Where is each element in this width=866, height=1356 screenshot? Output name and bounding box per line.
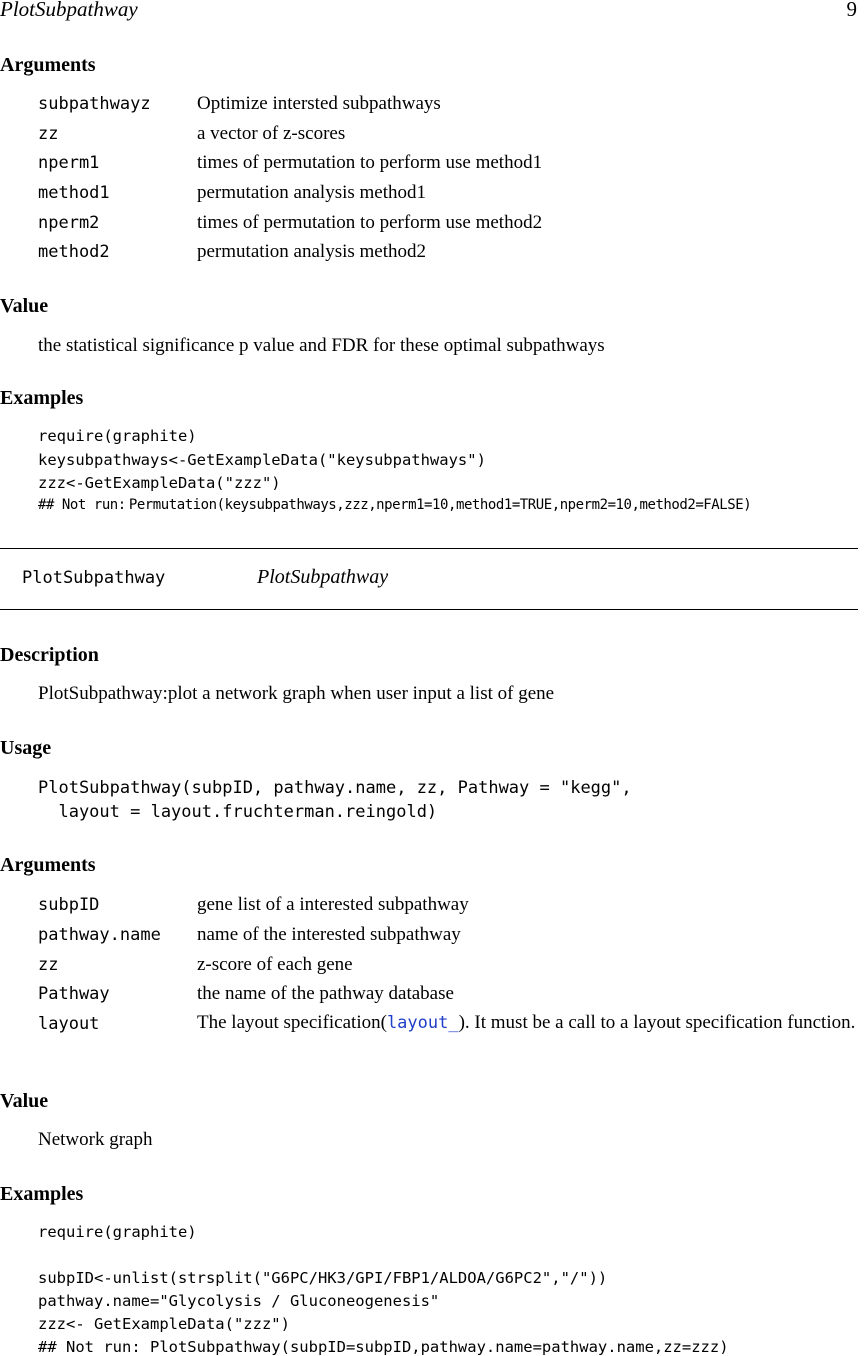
arg-name: layout bbox=[38, 1014, 100, 1034]
value-text: Network graph bbox=[38, 1129, 153, 1150]
example-line: subpID<-unlist(strsplit("G6PC/HK3/GPI/FBP1/ALDOA/G6PC2","/")) bbox=[38, 1269, 608, 1287]
arg-desc: the name of the pathway database bbox=[197, 983, 454, 1004]
prev-examples-heading: Examples bbox=[0, 387, 84, 409]
arg-desc: z-score of each gene bbox=[197, 954, 353, 975]
notrun-code: Permutation(keysubpathways,zzz,nperm1=10,method1=TRUE,nperm2=10,method2=FALSE) bbox=[128, 497, 752, 513]
prev-arg-desc: permutation analysis method2 bbox=[197, 241, 427, 262]
usage-line: layout = layout.fruchterman.reingold) bbox=[38, 802, 438, 822]
prev-value-heading: Value bbox=[0, 295, 49, 317]
prev-arg-desc: a vector of z-scores bbox=[197, 123, 346, 144]
running-header-title: PlotSubpathway bbox=[0, 0, 138, 21]
arg-desc: gene list of a interested subpathway bbox=[197, 894, 469, 915]
page-number: 9 bbox=[846, 0, 857, 21]
arg-name: subpID bbox=[38, 895, 100, 915]
topic-rule-top bbox=[0, 548, 858, 549]
prev-example-line: zzz<-GetExampleData("zzz") bbox=[38, 474, 281, 492]
topic-name: PlotSubpathway bbox=[22, 568, 166, 588]
prev-arguments-heading: Arguments bbox=[0, 54, 96, 76]
prev-example-line: keysubpathways<-GetExampleData("keysubpathways") bbox=[38, 451, 486, 469]
arg-name: Pathway bbox=[38, 984, 110, 1004]
prev-arg-name: nperm1 bbox=[38, 153, 100, 173]
prev-arg-name: method1 bbox=[38, 183, 110, 203]
layout-desc-after: ). It must be a call to a layout specification function. bbox=[458, 1012, 856, 1033]
prev-arg-desc: permutation analysis method1 bbox=[197, 182, 427, 203]
arguments-heading: Arguments bbox=[0, 854, 96, 876]
example-line: require(graphite) bbox=[38, 1223, 197, 1241]
prev-value-text: the statistical significance p value and FDR for these optimal subpathways bbox=[38, 335, 605, 356]
prev-arg-name: subpathwayz bbox=[38, 94, 151, 114]
prev-arg-desc: Optimize intersted subpathways bbox=[197, 93, 441, 114]
description-heading: Description bbox=[0, 644, 99, 666]
usage-heading: Usage bbox=[0, 737, 52, 759]
prev-example-notrun bbox=[38, 497, 751, 514]
arg-name: pathway.name bbox=[38, 925, 161, 945]
example-line: ## Not run: PlotSubpathway(subpID=subpID,pathway.name=pathway.name,zz=zzz) bbox=[38, 1338, 729, 1356]
example-line: pathway.name="Glycolysis / Gluconeogenesis" bbox=[38, 1292, 440, 1310]
prev-arg-name: nperm2 bbox=[38, 213, 100, 233]
arg-desc-layout bbox=[197, 1010, 857, 1036]
prev-arg-name: zz bbox=[38, 124, 59, 144]
prev-arg-name: method2 bbox=[38, 242, 110, 262]
usage-line: PlotSubpathway(subpID, pathway.name, zz, Pathway = "kegg", bbox=[38, 778, 632, 798]
description-text: PlotSubpathway:plot a network graph when user input a list of gene bbox=[38, 683, 555, 704]
notrun-prefix: ## Not run: bbox=[38, 497, 126, 513]
example-line: zzz<- GetExampleData("zzz") bbox=[38, 1315, 290, 1333]
layout-link[interactable]: layout_ bbox=[386, 1013, 459, 1033]
arg-desc: name of the interested subpathway bbox=[197, 924, 461, 945]
examples-heading: Examples bbox=[0, 1183, 84, 1205]
arg-name: zz bbox=[38, 955, 59, 975]
topic-title: PlotSubpathway bbox=[257, 566, 389, 588]
topic-rule-bottom bbox=[0, 609, 858, 610]
prev-arg-desc: times of permutation to perform use method1 bbox=[197, 152, 543, 173]
value-heading: Value bbox=[0, 1090, 49, 1112]
layout-desc-before: The layout specification( bbox=[197, 1012, 387, 1033]
prev-example-line: require(graphite) bbox=[38, 427, 197, 445]
prev-arg-desc: times of permutation to perform use method2 bbox=[197, 212, 543, 233]
